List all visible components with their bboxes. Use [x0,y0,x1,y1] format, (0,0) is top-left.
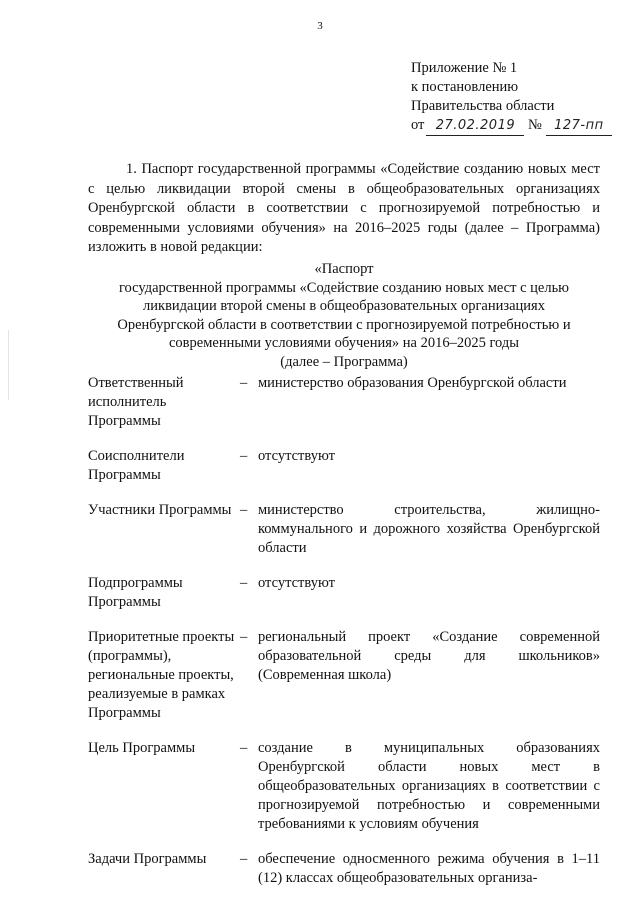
passport-row [88,501,600,558]
row-label: Цель Программы [88,740,196,756]
row-label: Задачи Программы [88,851,207,867]
heading-line: государственной программы «Содействие созданию новых мест с целью [118,279,570,296]
heading-line: (далее – Программа) [280,353,408,370]
row-dash: – [240,629,248,645]
passport-row [88,447,600,485]
handwritten-number: 127-пп [546,116,612,136]
page-number: 3 [317,20,323,32]
row-dash: – [240,740,248,756]
passport-row [88,574,600,612]
number-prefix: № [528,117,542,133]
appendix-subtitle: к постановлению [411,79,519,95]
row-value: отсутствуют [258,575,335,591]
row-value: обеспечение односменного режима обучения в 1–11 (12) классах общеобразовательных организа- [258,851,600,886]
appendix-title: Приложение № 1 [411,60,518,76]
row-value: отсутствуют [258,448,335,464]
row-dash: – [240,502,248,518]
heading-line: «Паспорт [314,261,374,277]
row-value: министерство строительства, жилищно-коммунального и дорожного хозяйства Оренбургской области [258,502,600,556]
handwritten-date: 27.02.2019 [426,116,524,136]
passport-row [88,739,600,834]
appendix-date-line [411,116,612,136]
row-label: Приоритетные проекты (программы), региональные проекты, реализуемые в рамках Программы [88,629,235,721]
passport-row [88,850,600,888]
row-dash: – [240,448,248,464]
passport-table [88,374,600,904]
row-label: Ответственный исполнитель Программы [88,375,184,429]
scan-margin-mark [8,330,9,400]
intro-paragraph: 1. Паспорт государственной программы «Содействие созданию новых мест с целью ликвидации второй смены в общеобразовательных организациях Оренбургской области в соответствии с прогнозируемой потребностью и современными условиями обучения» на 2016–2025 годы (далее – Программа) изложить в новой редакции: [88,161,600,255]
passport-row [88,628,600,723]
appendix-block [411,59,612,136]
row-value: министерство образования Оренбургской области [258,375,567,391]
heading-line: ликвидации второй смены в общеобразовательных организациях [143,298,545,314]
row-value: региональный проект «Создание современной образовательной среды для школьников» (Современная школа) [258,629,600,683]
row-label: Участники Программы [88,502,232,518]
row-dash: – [240,575,248,591]
appendix-authority: Правительства области [411,98,555,114]
heading-line: современными условиями обучения» на 2016–2025 годы [168,335,519,351]
row-label: Подпрограммы Программы [88,575,183,610]
row-value: создание в муниципальных образованиях Оренбургской области новых мест в общеобразовательных организациях в соответствии с прогнозируемой потребностью и современными требованиями к условиям обучения [258,740,600,832]
date-prefix: от [411,117,425,133]
row-dash: – [240,851,248,867]
passport-heading [88,260,600,371]
row-dash: – [240,375,248,391]
heading-line: Оренбургской области в соответствии с прогнозируемой потребностью и [117,316,571,333]
passport-row [88,374,600,431]
row-label: Соисполнители Программы [88,448,185,483]
